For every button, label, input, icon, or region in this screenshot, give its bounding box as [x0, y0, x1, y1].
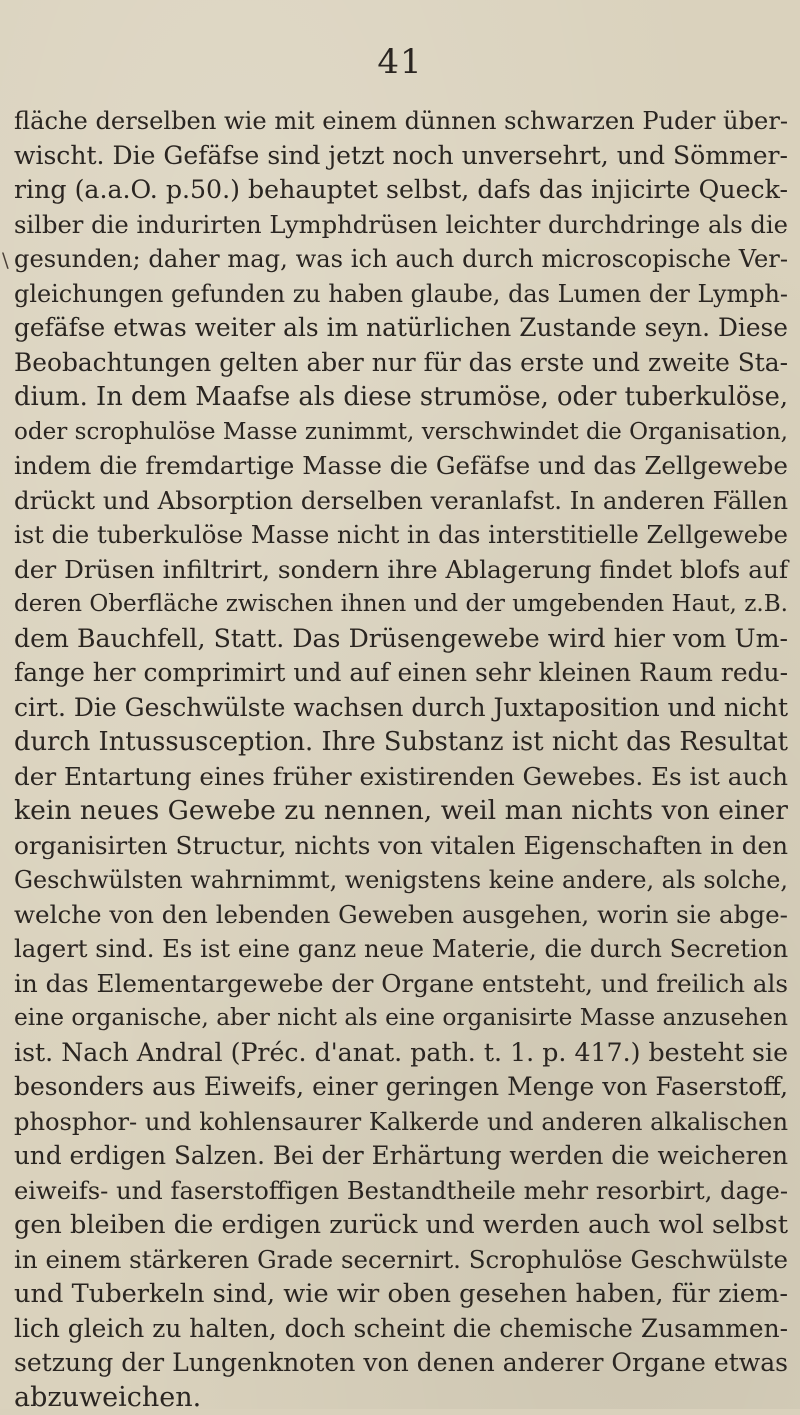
text-line: Geschwülsten wahrnimmt, wenigstens keine andere, als solche, [14, 863, 788, 898]
text-line: eine organische, aber nicht als eine organisirte Masse anzusehen [14, 1001, 788, 1036]
text-line: fange her comprimirt und auf einen sehr kleinen Raum redu- [14, 656, 788, 691]
text-line: Beobachtungen gelten aber nur für das erste und zweite Sta- [14, 346, 788, 381]
text-line: indem die fremdartige Masse die Gefäfse und das Zellgewebe [14, 449, 788, 484]
text-line: lagert sind. Es ist eine ganz neue Materie, die durch Secretion [14, 932, 788, 967]
text-line: abzuweichen. [14, 1381, 788, 1415]
text-line: deren Oberfläche zwischen ihnen und der umgebenden Haut, z.B. [14, 587, 788, 622]
text-line: gesunden; daher mag, was ich auch durch microscopische Ver- [14, 242, 788, 277]
text-line: dium. In dem Maafse als diese strumöse, oder tuberkulöse, [14, 380, 788, 415]
text-line: fläche derselben wie mit einem dünnen schwarzen Puder über- [14, 104, 788, 139]
text-line: drückt und Absorption derselben veranlafst. In anderen Fällen [14, 484, 788, 519]
text-line: silber die indurirten Lymphdrüsen leichter durchdringe als die [14, 208, 788, 243]
page-number: 41 [0, 42, 800, 82]
text-line: gleichungen gefunden zu haben glaube, das Lumen der Lymph- [14, 277, 788, 312]
text-line: ist. Nach Andral (Préc. d'anat. path. t. 1. p. 417.) besteht sie [14, 1036, 788, 1071]
text-line: in das Elementargewebe der Organe entsteht, und freilich als [14, 967, 788, 1002]
text-line: kein neues Gewebe zu nennen, weil man nichts von einer [14, 794, 788, 829]
text-line: ring (a.a.O. p.50.) behauptet selbst, dafs das injicirte Queck- [14, 173, 788, 208]
text-line: phosphor- und kohlensaurer Kalkerde und anderen alkalischen [14, 1105, 788, 1140]
text-line: wischt. Die Gefäfse sind jetzt noch unversehrt, und Sömmer- [14, 139, 788, 174]
text-line: organisirten Structur, nichts von vitalen Eigenschaften in den [14, 829, 788, 864]
text-line: cirt. Die Geschwülste wachsen durch Juxtaposition und nicht [14, 691, 788, 726]
text-line: gefäfse etwas weiter als im natürlichen Zustande seyn. Diese [14, 311, 788, 346]
text-line: der Entartung eines früher existirenden Gewebes. Es ist auch [14, 760, 788, 795]
body-text [14, 104, 788, 1415]
text-line: und erdigen Salzen. Bei der Erhärtung werden die weicheren [14, 1139, 788, 1174]
text-line: lich gleich zu halten, doch scheint die chemische Zusammen- [14, 1312, 788, 1347]
text-line: ist die tuberkulöse Masse nicht in das interstitielle Zellgewebe [14, 518, 788, 553]
text-line: der Drüsen infiltrirt, sondern ihre Ablagerung findet blofs auf [14, 553, 788, 588]
text-line: oder scrophulöse Masse zunimmt, verschwindet die Organisation, [14, 415, 788, 450]
margin-pencil-mark: \ [2, 248, 9, 272]
text-line: besonders aus Eiweifs, einer geringen Menge von Faserstoff, [14, 1070, 788, 1105]
text-line: durch Intussusception. Ihre Substanz ist nicht das Resultat [14, 725, 788, 760]
text-line: und Tuberkeln sind, wie wir oben gesehen haben, für ziem- [14, 1277, 788, 1312]
text-line: eiweifs- und faserstoffigen Bestandtheile mehr resorbirt, dage- [14, 1174, 788, 1209]
text-line: gen bleiben die erdigen zurück und werden auch wol selbst [14, 1208, 788, 1243]
text-line: setzung der Lungenknoten von denen anderer Organe etwas [14, 1346, 788, 1381]
text-line: welche von den lebenden Geweben ausgehen, worin sie abge- [14, 898, 788, 933]
text-line: in einem stärkeren Grade secernirt. Scrophulöse Geschwülste [14, 1243, 788, 1278]
text-line: dem Bauchfell, Statt. Das Drüsengewebe wird hier vom Um- [14, 622, 788, 657]
